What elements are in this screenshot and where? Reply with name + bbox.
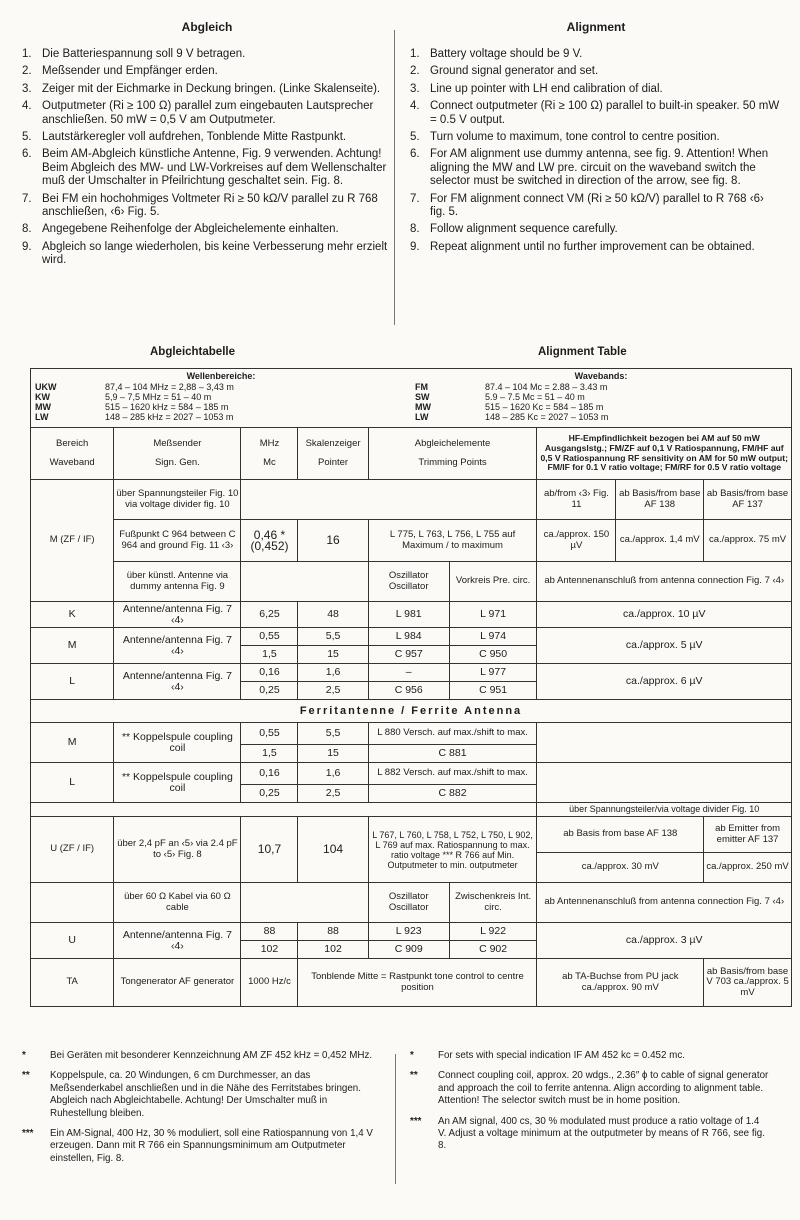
list-item: 9. Repeat alignment until no further improvement can be obtained.: [410, 240, 755, 253]
list-item: 8. Angegebene Reihenfolge der Abgleichelemente einhalten.: [22, 223, 339, 236]
table-row: Fußpunkt C 964 between C 964 and ground Fig. 11 ‹3› 0,46 *(0,452) 16 L 775, L 763, L 756, L 755 auf Maximum / to maximum ca./approx. 150 µV ca./approx. 1,4 mV ca./approx. 75 mV: [31, 520, 792, 562]
ferrite-heading-row: [31, 700, 792, 723]
col-abgleichelemente: Abgleichelemente Trimming Points: [368, 428, 537, 480]
list-item: 6. Beim AM-Abgleich künstliche Antenne, Fig. 9 verwenden. Achtung! Beim Abgleich des MW- und LW-Vorkreises auf dem Wellenschalter muß der Umschalter in Pfeilrichtung geschaltet sein. Fig. 8.: [22, 148, 387, 188]
table-row: ca./approx. 30 mV ca./approx. 250 mV: [31, 853, 792, 883]
table-row: 0,25 2,5 C 956 C 951: [31, 682, 792, 700]
list-item: 7. Bei FM ein hochohmiges Voltmeter Ri ≥ 50 kΩ/V parallel zu R 768 anschließen, ‹6› Fig. 5.: [22, 192, 378, 219]
table-row: 0,25 2,5 C 882: [31, 785, 792, 803]
table-row: U Antenne/antenna Fig. 7 ‹4› 88 88 L 923 L 922 ca./approx. 3 µV: [31, 923, 792, 941]
table-title-en: Alignment Table: [538, 346, 627, 358]
ferrite-heading: Ferritantenne / Ferrite Antenna: [31, 700, 792, 723]
list-item: 4. Outputmeter (Ri ≥ 100 Ω) parallel zum eingebauten Lautsprecher anschließen. 50 mW = 0,5 V am Outputmeter.: [22, 100, 374, 126]
column-divider: [394, 30, 395, 325]
footnote: *** An AM signal, 400 cs, 30 % modulated must produce a ratio voltage of 1.4 V. Adjust a voltage minimum at the outputmeter by means of R 766, see fig. 8.: [410, 1115, 765, 1152]
abgleich-steps: [22, 48, 392, 268]
list-item: 2. Meßsender und Empfänger erden.: [22, 65, 218, 78]
col-messender: Meßsender Sign. Gen.: [114, 428, 241, 480]
wavebands-box: [31, 369, 792, 428]
table-row: M Antenne/antenna Fig. 7 ‹4› 0,55 5,5 L 984 L 974 ca./approx. 5 µV: [31, 628, 792, 646]
list-item: 3. Line up pointer with LH end calibration of dial.: [410, 82, 663, 95]
list-item: 2. Ground signal generator and set.: [410, 65, 599, 78]
table-row: 1,5 15 C 957 C 950: [31, 646, 792, 664]
wavebands-de: Wellenbereiche: UKW 87,4 – 104 MHz = 2,88 – 3,43 m KW 5,9 – 7,5 MHz = 51 – 40 m MW 515 – 1620 kHz = 584 – 185 m LW 148 – 285 kHz = 2027 – 1053 m: [35, 371, 256, 422]
alignment-title: Alignment: [566, 20, 626, 34]
footnote: * For sets with special indication IF AM 452 kc = 0.452 mc.: [410, 1050, 685, 1061]
col-hf-sensitivity: HF-Empfindlichkeit bezogen bei AM auf 50 mW Ausgangslstg.; FM/ZF auf 0,1 V Ratiospannung, FM/HF auf 0,5 V Ratiospannung RF sensitivity on AM for 50 mW output; FM/IF for 0.1 V ratio voltage; FM/RF for 0.5 V ratio voltage: [537, 428, 792, 480]
wavebands-en: Wavebands: FM 87.4 – 104 Mc = 2.88 – 3.43 m SW 5.9 – 7.5 Mc = 51 – 40 m MW 515 – 1620 Kc = 584 – 185 m LW 148 – 285 Kc = 2027 – 1053 m: [415, 371, 628, 422]
list-item: 5. Lautstärkeregler voll aufdrehen, Tonblende Mitte Rastpunkt.: [22, 131, 347, 144]
footnote: ** Koppelspule, ca. 20 Windungen, 6 cm Durchmesser, an das Meßsenderkabel anschließen und in die Nähe des Ferritstabes bringen. Abgleich nach Abgleichtabelle. Achtung! Der Umschalter muß in Ruhestellung bleiben.: [22, 1070, 361, 1119]
table-header-row: [31, 428, 792, 480]
alignment-table: [30, 368, 792, 1007]
footnotes-de: [22, 1050, 384, 1173]
table-row: K Antenne/antenna Fig. 7 ‹4› 6,25 48 L 981 L 971 ca./approx. 10 µV: [31, 602, 792, 628]
abgleich-column: [22, 20, 392, 272]
table-row: über künstl. Antenne via dummy antenna Fig. 9 Oszillator Oscillator Vorkreis Pre. circ. ab Antennenanschluß from antenna connection Fig. 7 ‹4›: [31, 562, 792, 602]
table-title-de: Abgleichtabelle: [150, 346, 235, 358]
list-item: 1. Die Batteriespannung soll 9 V betragen.: [22, 48, 246, 60]
footnote: *** Ein AM-Signal, 400 Hz, 30 % moduliert, soll eine Ratiospannung von 1,4 V erzeugen. Dann mit R 766 ein Spannungsminimum am Outputmeter einstellen, Fig. 8.: [22, 1128, 373, 1164]
footnotes-en: [410, 1050, 770, 1161]
table-row: M ** Koppelspule coupling coil 0,55 5,5 L 880 Versch. auf max./shift to max.: [31, 723, 792, 745]
col-bereich: Bereich Waveband: [31, 428, 114, 480]
list-item: 6. For AM alignment use dummy antenna, see fig. 9. Attention! When aligning the MW and LW pre. circuit on the waveband switch the selector must be switched in direction of the arrow, see fig. 8.: [410, 148, 769, 188]
table-row: 102 102 C 909 C 902: [31, 941, 792, 959]
footnote: ** Connect coupling coil, approx. 20 wdgs., 2.36″ ϕ to cable of signal generator and approach the coil to ferrite antenna. Align according to alignment table. Attention! The selector switch must be in home position.: [410, 1070, 769, 1107]
table-row: über 60 Ω Kabel via 60 Ω cable Oszillator Oscillator Zwischenkreis Int. circ. ab Antennenanschluß from antenna connection Fig. 7 ‹4›: [31, 883, 792, 923]
table-row: M (ZF / IF) über Spannungsteiler Fig. 10 via voltage divider fig. 10 ab/from ‹3› Fig. 11 ab Basis/from base AF 138 ab Basis/from base AF 137: [31, 480, 792, 520]
table-row: L ** Koppelspule coupling coil 0,16 1,6 L 882 Versch. auf max./shift to max.: [31, 763, 792, 785]
list-item: 5. Turn volume to maximum, tone control to centre position.: [410, 131, 720, 144]
table-row: 1,5 15 C 881: [31, 745, 792, 763]
list-item: 4. Connect outputmeter (Ri ≥ 100 Ω) parallel to built-in speaker. 50 mW = 0.5 V output.: [410, 100, 780, 126]
table-row: TA Tongenerator AF generator 1000 Hz/c Tonblende Mitte = Rastpunkt tone control to centre position ab TA-Buchse from PU jack ca./approx. 90 mV ab Basis/from base V 703 ca./approx. 5 mV: [31, 959, 792, 1007]
col-mhz: MHz Mc: [241, 428, 298, 480]
notes-divider: [395, 1054, 396, 1184]
cell-m-zf: M (ZF / IF): [31, 480, 114, 602]
list-item: 8. Follow alignment sequence carefully.: [410, 223, 618, 236]
list-item: 3. Zeiger mit der Eichmarke in Deckung bringen. (Linke Skalenseite).: [22, 82, 381, 95]
footnote: * Bei Geräten mit besonderer Kennzeichnung AM ZF 452 kHz = 0,452 MHz.: [22, 1050, 373, 1061]
table-row: L Antenne/antenna Fig. 7 ‹4› 0,16 1,6 – L 977 ca./approx. 6 µV: [31, 664, 792, 682]
table-row: über Spannungsteiler/via voltage divider Fig. 10: [31, 803, 792, 817]
abgleich-title: Abgleich: [181, 20, 233, 34]
list-item: 9. Abgleich so lange wiederholen, bis keine Verbesserung mehr erzielt wird.: [22, 240, 388, 267]
col-skalenzeiger: Skalenzeiger Pointer: [298, 428, 368, 480]
list-item: 1. Battery voltage should be 9 V.: [410, 48, 583, 60]
list-item: 7. For FM alignment connect VM (Ri ≥ 50 kΩ/V) parallel to R 768 ‹6› fig. 5.: [410, 192, 764, 219]
alignment-column: [410, 20, 782, 258]
table-row: U (ZF / IF) über 2,4 pF an ‹5› via 2.4 pF to ‹5› Fig. 8 10,7 104 L 767, L 760, L 758, L 752, L 750, L 902, L 769 auf max. Ratiospannung to max. ratio voltage *** R 766 auf Min. Outputmeter to min. outputmeter ab Basis from base AF 138 ab Emitter from emitter AF 137: [31, 817, 792, 853]
alignment-steps: [410, 48, 782, 254]
